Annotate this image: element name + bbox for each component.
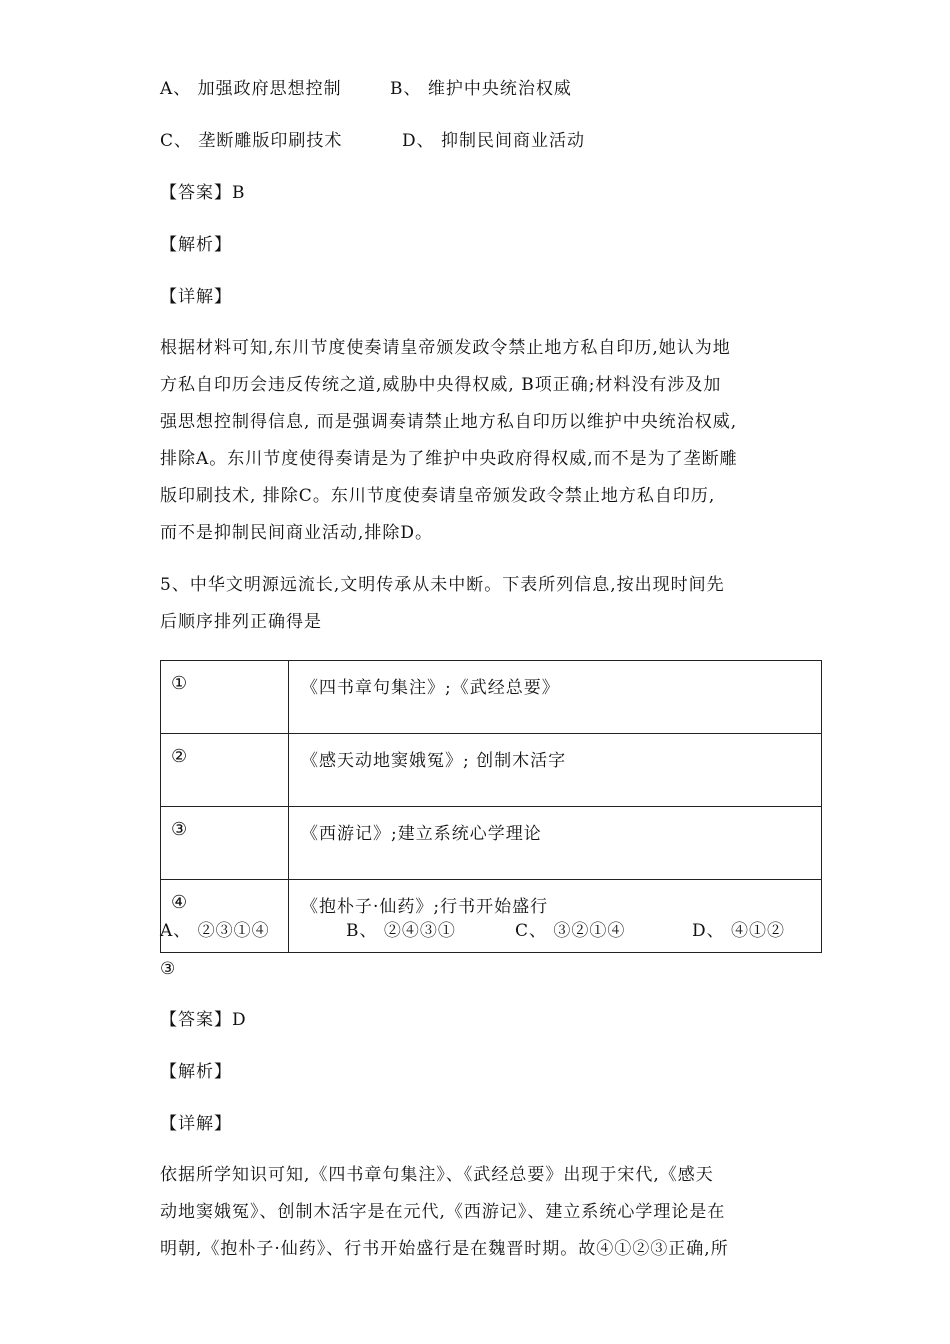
table-cell-text: 《四书章句集注》;《武经总要》	[289, 661, 822, 734]
q4-option-c: C、 垄断雕版印刷技术	[160, 131, 343, 151]
q5-explanation-line: 依据所学知识可知,《四书章句集注》、《武经总要》出现于宋代,《感天	[160, 1165, 714, 1185]
table-row	[161, 807, 822, 880]
table-row	[161, 661, 822, 734]
q5-explanation-line: 动地窦娥冤》、创制木活字是在元代,《西游记》、建立系统心学理论是在	[160, 1202, 726, 1222]
table-cell-number: ②	[161, 734, 289, 807]
q5-detail-heading: 【详解】	[160, 1114, 232, 1134]
table-cell-number: ①	[161, 661, 289, 734]
table-row	[161, 734, 822, 807]
q5-analysis-heading: 【解析】	[160, 1062, 232, 1082]
q5-option-a: A、 ②③①④	[160, 921, 270, 941]
q5-answer: 【答案】D	[160, 1010, 247, 1030]
q5-stem-line: 后顺序排列正确得是	[160, 612, 322, 632]
q4-explanation-line: 版印刷技术, 排除C。东川节度使奏请皇帝颁发政令禁止地方私自印历,	[160, 486, 716, 506]
q5-explanation-line: 明朝,《抱朴子·仙药》、行书开始盛行是在魏晋时期。故④①②③正确,所	[160, 1239, 729, 1259]
q4-option-b: B、 维护中央统治权威	[390, 79, 572, 99]
q5-option-d-wrap: ③	[160, 959, 177, 979]
q4-explanation-line: 方私自印历会违反传统之道,威胁中央得权威, B项正确;材料没有涉及加	[160, 375, 722, 395]
q4-explanation-line: 而不是抑制民间商业活动,排除D。	[160, 523, 434, 543]
q5-stem-line: 5、中华文明源远流长,文明传承从未中断。下表所列信息,按出现时间先	[160, 575, 725, 595]
q4-explanation-line: 根据材料可知,东川节度使奏请皇帝颁发政令禁止地方私自印历,她认为地	[160, 338, 731, 358]
q4-explanation-line: 排除A。东川节度使得奏请是为了维护中央政府得权威,而不是为了垄断雕	[160, 449, 738, 469]
q4-answer: 【答案】B	[160, 183, 246, 203]
q5-table	[160, 660, 822, 953]
q5-option-d: D、 ④①②	[692, 921, 786, 941]
table-cell-number: ③	[161, 807, 289, 880]
q5-stem	[160, 574, 800, 648]
q5-option-c: C、 ③②①④	[515, 921, 626, 941]
q4-option-a: A、 加强政府思想控制	[160, 79, 342, 99]
table-cell-text: 《抱朴子·仙药》;行书开始盛行	[289, 880, 822, 953]
q4-detail-heading: 【详解】	[160, 287, 232, 307]
table-cell-number: ④	[161, 880, 289, 953]
q4-explanation	[160, 337, 800, 559]
q4-analysis-heading: 【解析】	[160, 235, 232, 255]
table-cell-text: 《感天动地窦娥冤》; 创制木活字	[289, 734, 822, 807]
q4-option-d: D、 抑制民间商业活动	[402, 131, 586, 151]
q5-explanation	[160, 1164, 800, 1275]
table-cell-text: 《西游记》;建立系统心学理论	[289, 807, 822, 880]
q4-explanation-line: 强思想控制得信息, 而是强调奏请禁止地方私自印历以维护中央统治权威,	[160, 412, 738, 432]
q5-option-b: B、 ②④③①	[346, 921, 456, 941]
